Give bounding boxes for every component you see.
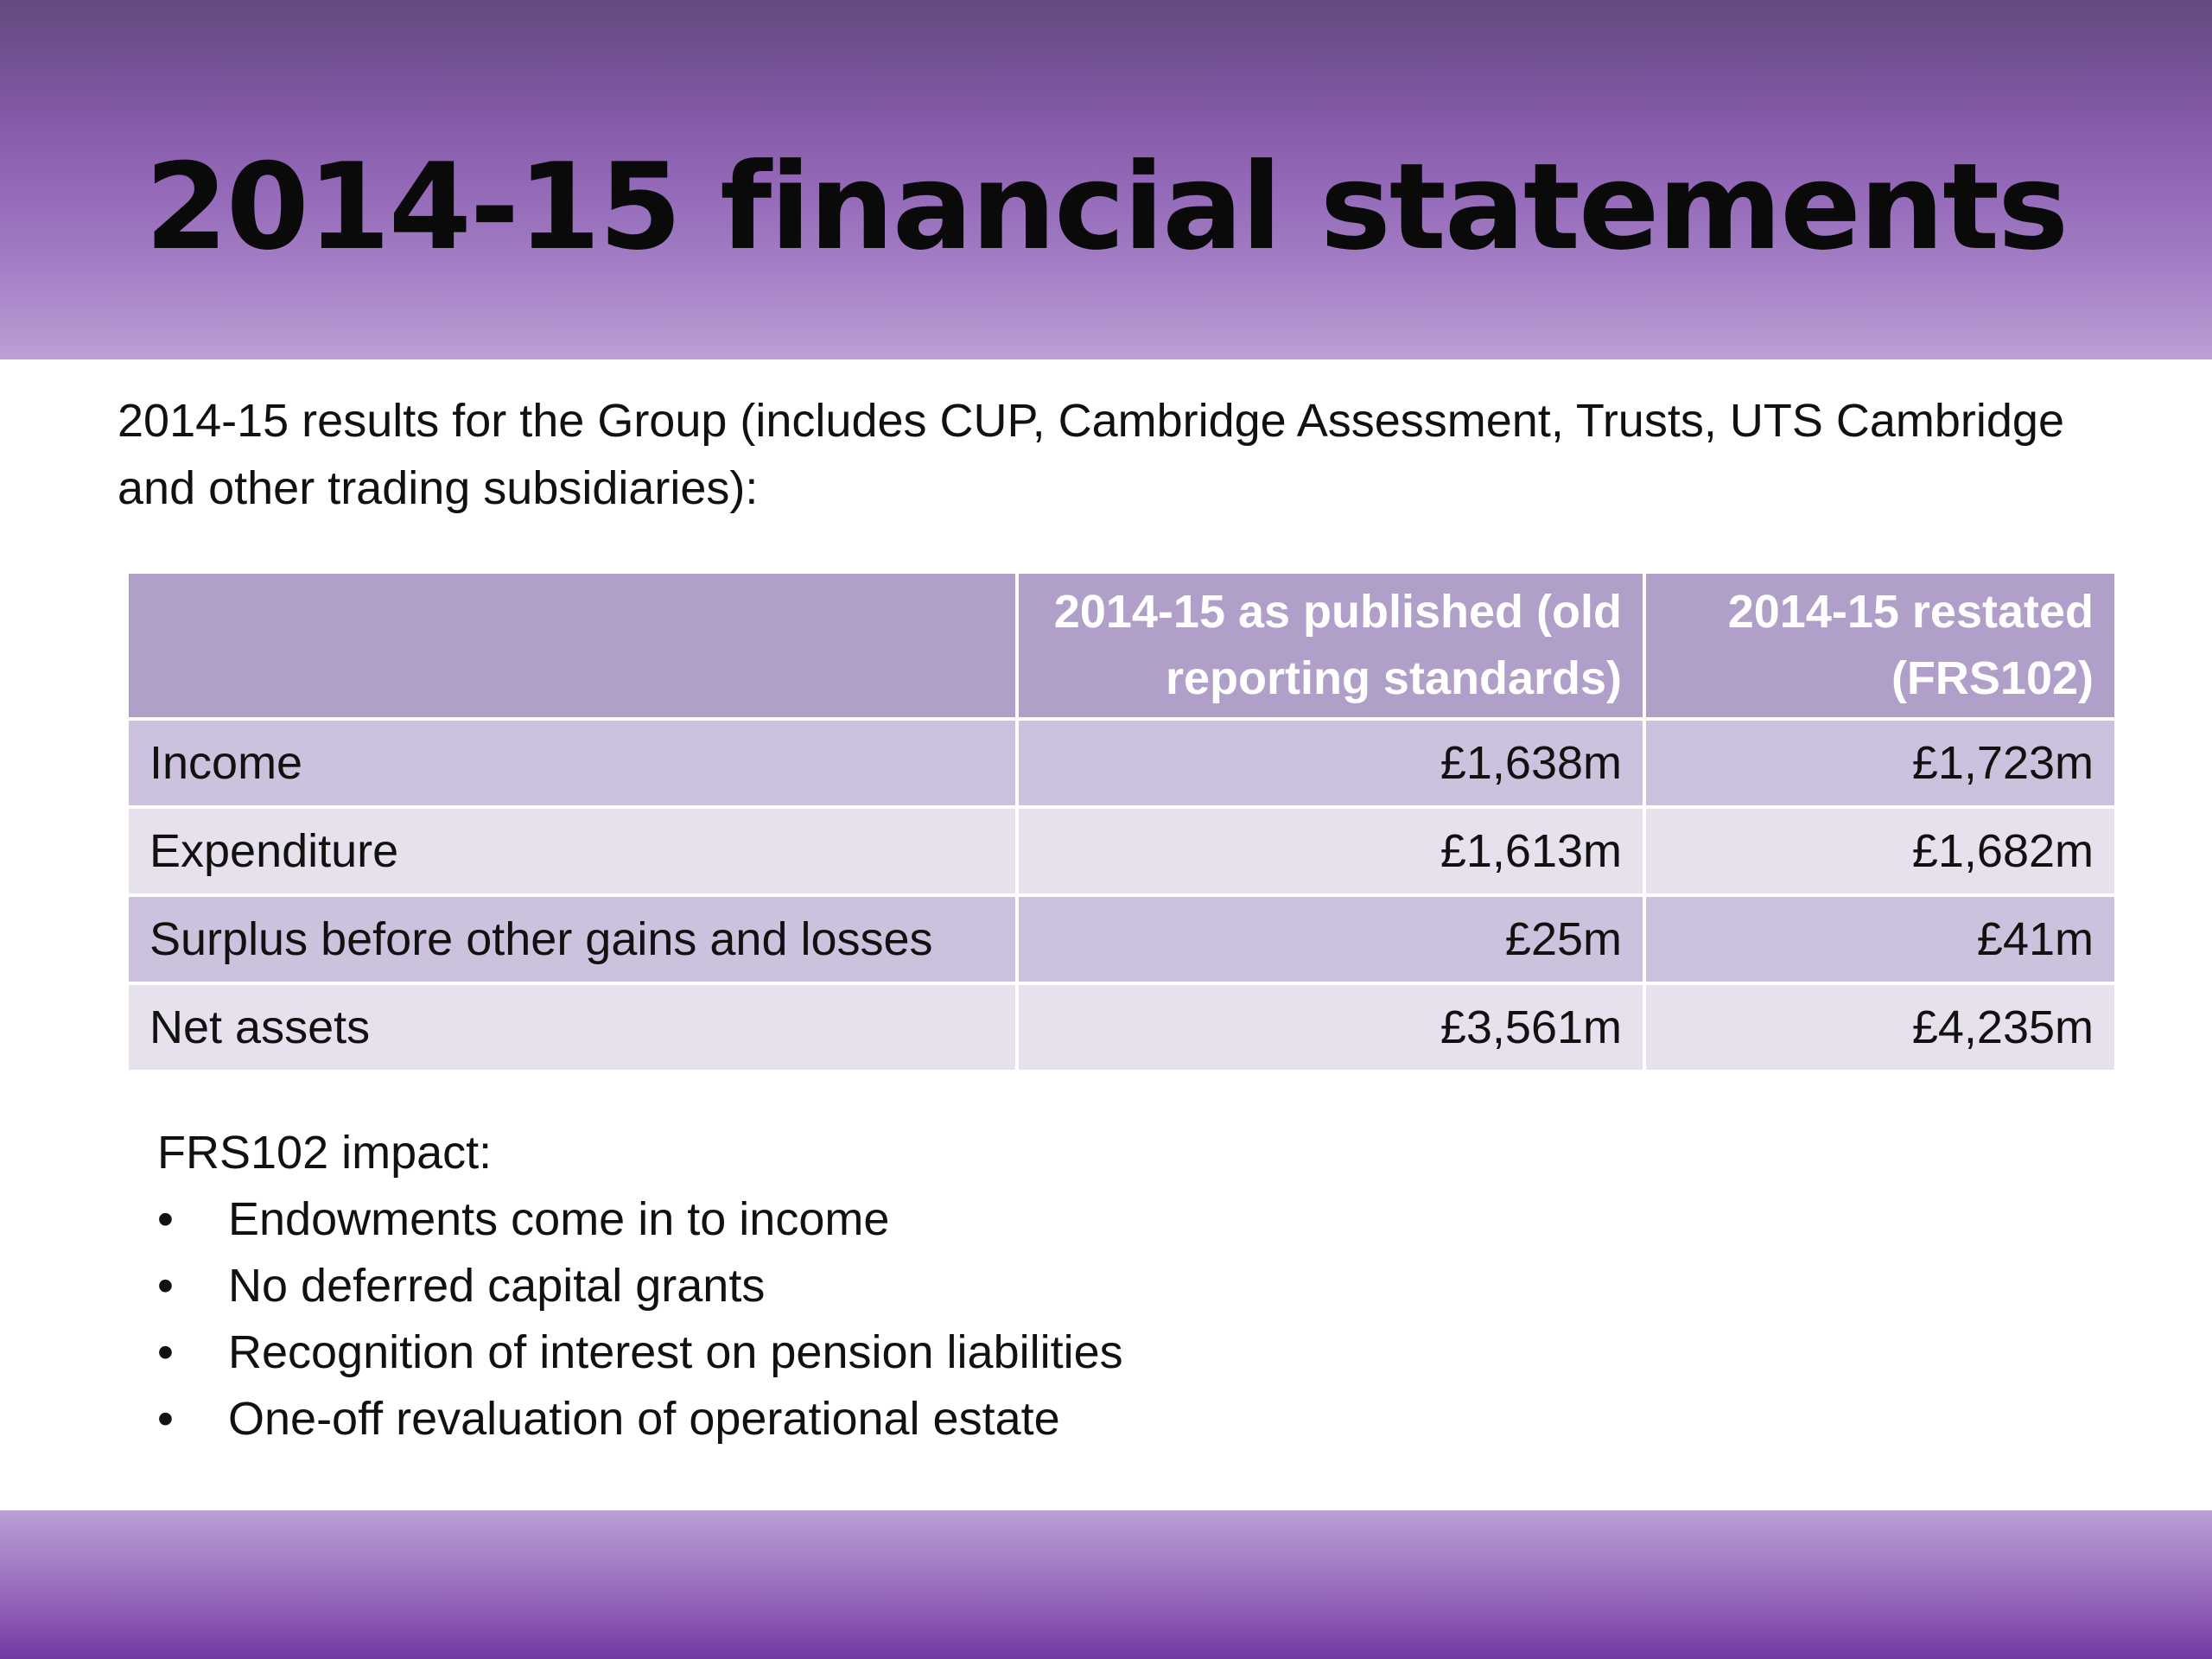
table-row-surplus <box>127 895 2116 983</box>
table-row-expenditure <box>127 807 2116 895</box>
list-item-text: No deferred capital grants <box>228 1260 766 1312</box>
header-published-column: 2014-15 as published (old reporting standards) <box>1017 572 1644 719</box>
bullet-icon: • <box>157 1260 174 1312</box>
row-label: Net assets <box>127 983 1017 1071</box>
bullet-icon: • <box>157 1326 174 1378</box>
restated-value: £1,723m <box>1644 719 2116 807</box>
list-item-text: One-off revaluation of operational estate <box>228 1393 1060 1445</box>
list-item-text: Recognition of interest on pension liabilities <box>228 1326 1123 1378</box>
restated-value: £1,682m <box>1644 807 2116 895</box>
bullet-icon: • <box>157 1393 174 1445</box>
row-label: Income <box>127 719 1017 807</box>
table-row-income <box>127 719 2116 807</box>
row-label: Surplus before other gains and losses <box>127 895 1017 983</box>
footer-band <box>0 1510 2212 1659</box>
bullet-icon: • <box>157 1193 174 1245</box>
list-item <box>157 1386 2058 1452</box>
impact-list <box>157 1186 2058 1452</box>
impact-heading: FRS102 impact: <box>157 1127 493 1179</box>
published-value: £25m <box>1017 895 1644 983</box>
table-row-net-assets <box>127 983 2116 1071</box>
intro-text: 2014-15 results for the Group (includes CUP, Cambridge Assessment, Trusts, UTS Cambridge and other trading subsidiaries): <box>118 395 2064 514</box>
header-restated-column: 2014-15 restated (FRS102) <box>1644 572 2116 719</box>
published-value: £1,638m <box>1017 719 1644 807</box>
published-value: £1,613m <box>1017 807 1644 895</box>
restated-value: £4,235m <box>1644 983 2116 1071</box>
published-value: £3,561m <box>1017 983 1644 1071</box>
list-item <box>157 1253 2058 1319</box>
list-item <box>157 1319 2058 1386</box>
list-item <box>157 1186 2058 1253</box>
slide-title: 2014-15 financial statements <box>144 137 2068 276</box>
list-item-text: Endowments come in to income <box>228 1193 890 1245</box>
restated-value: £41m <box>1644 895 2116 983</box>
table-header-row <box>127 572 2116 719</box>
frs102-impact-section <box>157 1120 2058 1452</box>
results-table <box>125 570 2118 1073</box>
header-label-column <box>127 572 1017 719</box>
row-label: Expenditure <box>127 807 1017 895</box>
